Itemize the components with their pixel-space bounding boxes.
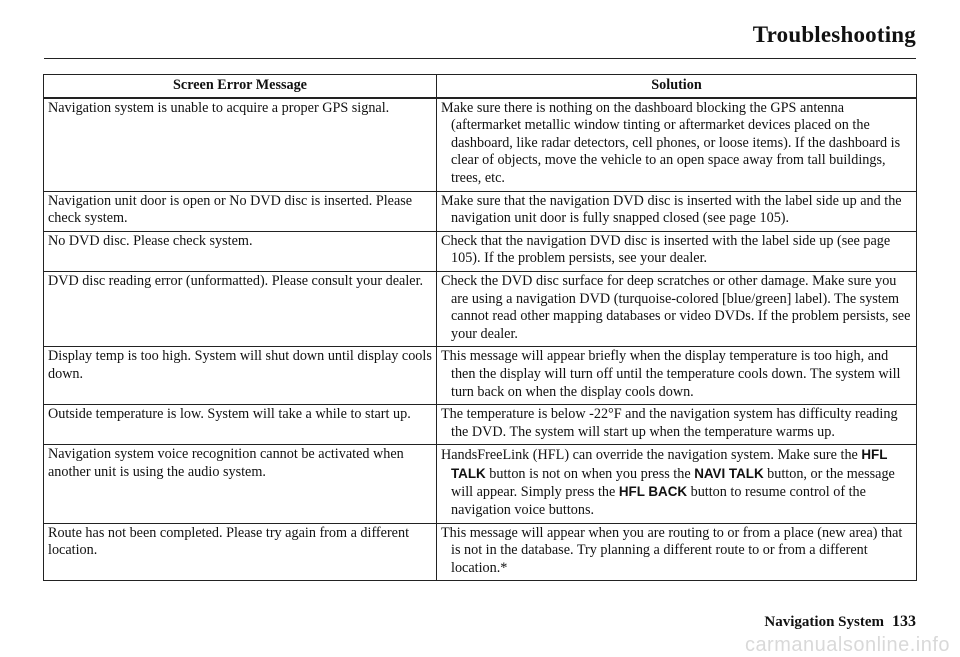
hfl-talk-button-label: HFL TALK: [451, 447, 888, 481]
solution-cell: Check the DVD disc surface for deep scratches or other damage. Make sure you are using a navigation DVD (turquoise-colored [blue/green] label). The system cannot read other mapping databases or video DVDs. If the problem persists, see your dealer.: [437, 271, 917, 346]
title-divider: [44, 58, 916, 59]
error-message-cell: Route has not been completed. Please try again from a different location.: [44, 523, 437, 581]
table-row: [44, 191, 917, 231]
table-row: [44, 98, 917, 191]
navi-talk-button-label: NAVI TALK: [694, 465, 764, 481]
error-message-cell: Display temp is too high. System will shut down until display cools down.: [44, 347, 437, 405]
solution-cell: Check that the navigation DVD disc is inserted with the label side up (see page 105). If the problem persists, see your dealer.: [437, 231, 917, 271]
column-header-solution: Solution: [437, 75, 917, 98]
column-header-message: Screen Error Message: [44, 75, 437, 98]
page-number: 133: [892, 613, 916, 630]
error-message-cell: Navigation unit door is open or No DVD disc is inserted. Please check system.: [44, 191, 437, 231]
solution-cell: Make sure there is nothing on the dashboard blocking the GPS antenna (aftermarket metallic window tinting or aftermarket devices placed on the dashboard, like radar detectors, cell phones, or loose items). If the dashboard is clear of objects, move the vehicle to an open space away from tall buildings, trees, etc.: [437, 98, 917, 191]
error-message-cell: Navigation system voice recognition cannot be activated when another unit is using the audio system.: [44, 445, 437, 523]
watermark: carmanualsonline.info: [744, 634, 950, 656]
solution-text: HandsFreeLink (HFL) can override the navigation system. Make sure the: [441, 447, 862, 464]
hfl-back-button-label: HFL BACK: [618, 484, 688, 500]
solution-text: button to resume control of the navigation voice buttons.: [451, 484, 866, 519]
table-row: [44, 405, 917, 445]
solution-cell: This message will appear when you are routing to or from a place (new area) that is not in the database. Try planning a different route to or from a different location.*: [437, 523, 917, 581]
table-row: [44, 271, 917, 346]
solution-text: button is not on when you press the: [485, 465, 695, 482]
table-header-row: [44, 75, 917, 98]
error-message-cell: No DVD disc. Please check system.: [44, 231, 437, 271]
troubleshooting-table: [43, 74, 917, 581]
error-message-cell: DVD disc reading error (unformatted). Please consult your dealer.: [44, 271, 437, 346]
page-title: Troubleshooting: [752, 22, 916, 47]
error-message-cell: Navigation system is unable to acquire a proper GPS signal.: [44, 98, 437, 191]
table-row: [44, 347, 917, 405]
footer-section-title: Navigation System: [764, 614, 884, 630]
table-row: [44, 445, 917, 523]
error-message-cell: Outside temperature is low. System will take a while to start up.: [44, 405, 437, 445]
solution-cell: [437, 445, 917, 523]
solution-cell: Make sure that the navigation DVD disc is inserted with the label side up and the navigation unit door is fully snapped closed (see page 105).: [437, 191, 917, 231]
table-row: [44, 523, 917, 581]
solution-cell: This message will appear briefly when the display temperature is too high, and then the display will turn off until the temperature cools down. The system will turn back on when the display cools down.: [437, 347, 917, 405]
page-footer: [764, 613, 916, 631]
solution-text: button, or the message will appear. Simply press the: [451, 465, 895, 501]
table-row: [44, 231, 917, 271]
solution-cell: The temperature is below -22°F and the navigation system has difficulty reading the DVD. The system will start up when the temperature warms up.: [437, 405, 917, 445]
